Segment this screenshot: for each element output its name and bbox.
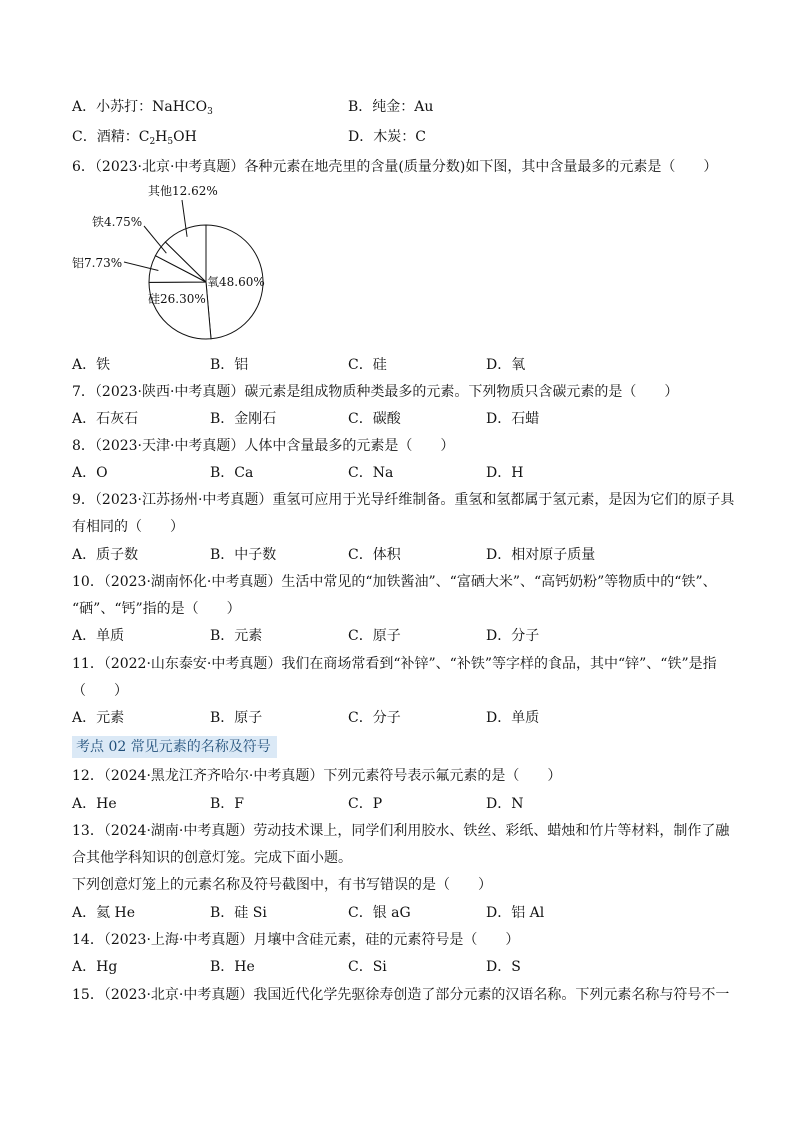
q10-stem-line2: “硒”、“钙”指的是（ ） bbox=[72, 601, 241, 617]
q7-option-d[interactable]: D．石蜡 bbox=[486, 411, 540, 427]
q9-option-c[interactable]: C．体积 bbox=[348, 547, 401, 563]
q5-options-row2 bbox=[72, 127, 724, 147]
q11-stem-line2: （ ） bbox=[72, 683, 128, 699]
q6-option-b[interactable]: B．铝 bbox=[210, 357, 249, 373]
q10-stem-line1: 10．（2023·湖南怀化·中考真题）生活中常见的“加铁酱油”、“富硒大米”、“高钙奶粉”等物质中的“铁”、 bbox=[72, 574, 717, 590]
q14-option-c[interactable]: C．Si bbox=[348, 959, 387, 975]
q13-option-b[interactable]: B．硅 Si bbox=[210, 905, 267, 921]
q9-option-d[interactable]: D．相对原子质量 bbox=[486, 547, 596, 563]
q11-option-b[interactable]: B．原子 bbox=[210, 710, 263, 726]
q13-stem-line1: 13．（2024·湖南·中考真题）劳动技术课上，同学们利用胶水、铁丝、彩纸、蜡烛和竹片等材料，制作了融 bbox=[72, 823, 730, 839]
q11-option-a[interactable]: A．元素 bbox=[72, 710, 125, 726]
q9-option-a[interactable]: A．质子数 bbox=[72, 547, 139, 563]
q10-option-a[interactable]: A．单质 bbox=[72, 628, 125, 644]
q11-stem-line1: 11．（2022·山东泰安·中考真题）我们在商场常看到“补锌”、“补铁”等字样的食品，其中“锌”、“铁”是指 bbox=[72, 656, 717, 672]
q13-option-d[interactable]: D．铝 Al bbox=[486, 905, 545, 921]
q6-option-a[interactable]: A．铁 bbox=[72, 357, 111, 373]
q5-options-row1 bbox=[72, 97, 724, 117]
q7-options bbox=[72, 409, 724, 429]
q6-option-d[interactable]: D．氧 bbox=[486, 357, 526, 373]
q9-options bbox=[72, 545, 724, 565]
pie-label-silicon: 硅26.30% bbox=[148, 292, 206, 306]
q6-stem: 6．（2023·北京·中考真题）各种元素在地壳里的含量(质量分数)如下图，其中含量最多的元素是（ ） bbox=[72, 159, 718, 175]
q6-options bbox=[72, 355, 724, 375]
q8-options bbox=[72, 463, 724, 483]
q13-options bbox=[72, 903, 724, 923]
q12-option-d[interactable]: D．N bbox=[486, 796, 524, 812]
q5-option-a[interactable]: A．小苏打：NaHCO$_3$ bbox=[72, 99, 213, 117]
q12-stem: 12．（2024·黑龙江齐齐哈尔·中考真题）下列元素符号表示氟元素的是（ ） bbox=[72, 768, 562, 784]
q13-stem-line3: 下列创意灯笼上的元素名称及符号截图中，有书写错误的是（ ） bbox=[72, 877, 492, 893]
pie-label-oxygen: 氧48.60% bbox=[207, 275, 265, 289]
q5-option-d[interactable]: D．木炭：C bbox=[348, 129, 426, 145]
pie-label-aluminum: 铝7.73% bbox=[72, 256, 123, 270]
q13-option-c[interactable]: C．银 aG bbox=[348, 905, 411, 921]
pie-leader-iron bbox=[144, 226, 166, 253]
q12-options bbox=[72, 794, 724, 814]
q12-option-b[interactable]: B．F bbox=[210, 796, 245, 812]
q11-option-c[interactable]: C．分子 bbox=[348, 710, 401, 726]
q6-option-c[interactable]: C．硅 bbox=[348, 357, 387, 373]
q10-option-c[interactable]: C．原子 bbox=[348, 628, 401, 644]
q13-option-a[interactable]: A．氦 He bbox=[72, 905, 136, 921]
q8-option-a[interactable]: A．O bbox=[72, 465, 108, 481]
q9-stem-line1: 9．（2023·江苏扬州·中考真题）重氢可应用于光导纤维制备。重氢和氢都属于氢元素，是因为它们的原子具 bbox=[72, 492, 735, 508]
q11-option-d[interactable]: D．单质 bbox=[486, 710, 540, 726]
q10-options bbox=[72, 626, 724, 646]
q7-option-a[interactable]: A．石灰石 bbox=[72, 411, 139, 427]
q7-option-b[interactable]: B．金刚石 bbox=[210, 411, 277, 427]
pie-label-iron: 铁4.75% bbox=[92, 215, 143, 229]
q8-option-b[interactable]: B．Ca bbox=[210, 465, 254, 481]
section-header: 考点 02 常见元素的名称及符号 bbox=[72, 736, 277, 758]
q14-option-a[interactable]: A．Hg bbox=[72, 959, 118, 975]
pie-slice-silicon bbox=[149, 282, 211, 339]
q13-stem-line2: 合其他学科知识的创意灯笼。完成下面小题。 bbox=[72, 850, 352, 866]
q12-option-c[interactable]: C．P bbox=[348, 796, 383, 812]
q8-option-d[interactable]: D．H bbox=[486, 465, 524, 481]
q5-option-b[interactable]: B．纯金：Au bbox=[348, 99, 434, 115]
q14-stem: 14．（2023·上海·中考真题）月壤中含硅元素，硅的元素符号是（ ） bbox=[72, 932, 520, 948]
q14-option-b[interactable]: B．He bbox=[210, 959, 255, 975]
q9-option-b[interactable]: B．中子数 bbox=[210, 547, 277, 563]
q8-stem: 8．（2023·天津·中考真题）人体中含量最多的元素是（ ） bbox=[72, 438, 455, 454]
pie-label-other: 其他12.62% bbox=[148, 184, 218, 198]
q14-options bbox=[72, 957, 724, 977]
q8-option-c[interactable]: C．Na bbox=[348, 465, 394, 481]
q12-option-a[interactable]: A．He bbox=[72, 796, 117, 812]
q10-option-b[interactable]: B．元素 bbox=[210, 628, 263, 644]
pie-chart bbox=[72, 178, 292, 348]
q9-stem-line2: 有相同的（ ） bbox=[72, 519, 184, 535]
q11-options bbox=[72, 708, 724, 728]
q10-option-d[interactable]: D．分子 bbox=[486, 628, 540, 644]
q7-stem: 7．（2023·陕西·中考真题）碳元素是组成物质种类最多的元素。下列物质只含碳元素的是（ ） bbox=[72, 384, 679, 400]
q7-option-c[interactable]: C．碳酸 bbox=[348, 411, 401, 427]
q14-option-d[interactable]: D．S bbox=[486, 959, 521, 975]
q5-option-c[interactable]: C．酒精：$C_2H_5OH$ bbox=[72, 129, 197, 147]
q15-stem: 15．（2023·北京·中考真题）我国近代化学先驱徐寿创造了部分元素的汉语名称。下列元素名称与符号不一 bbox=[72, 987, 730, 1003]
